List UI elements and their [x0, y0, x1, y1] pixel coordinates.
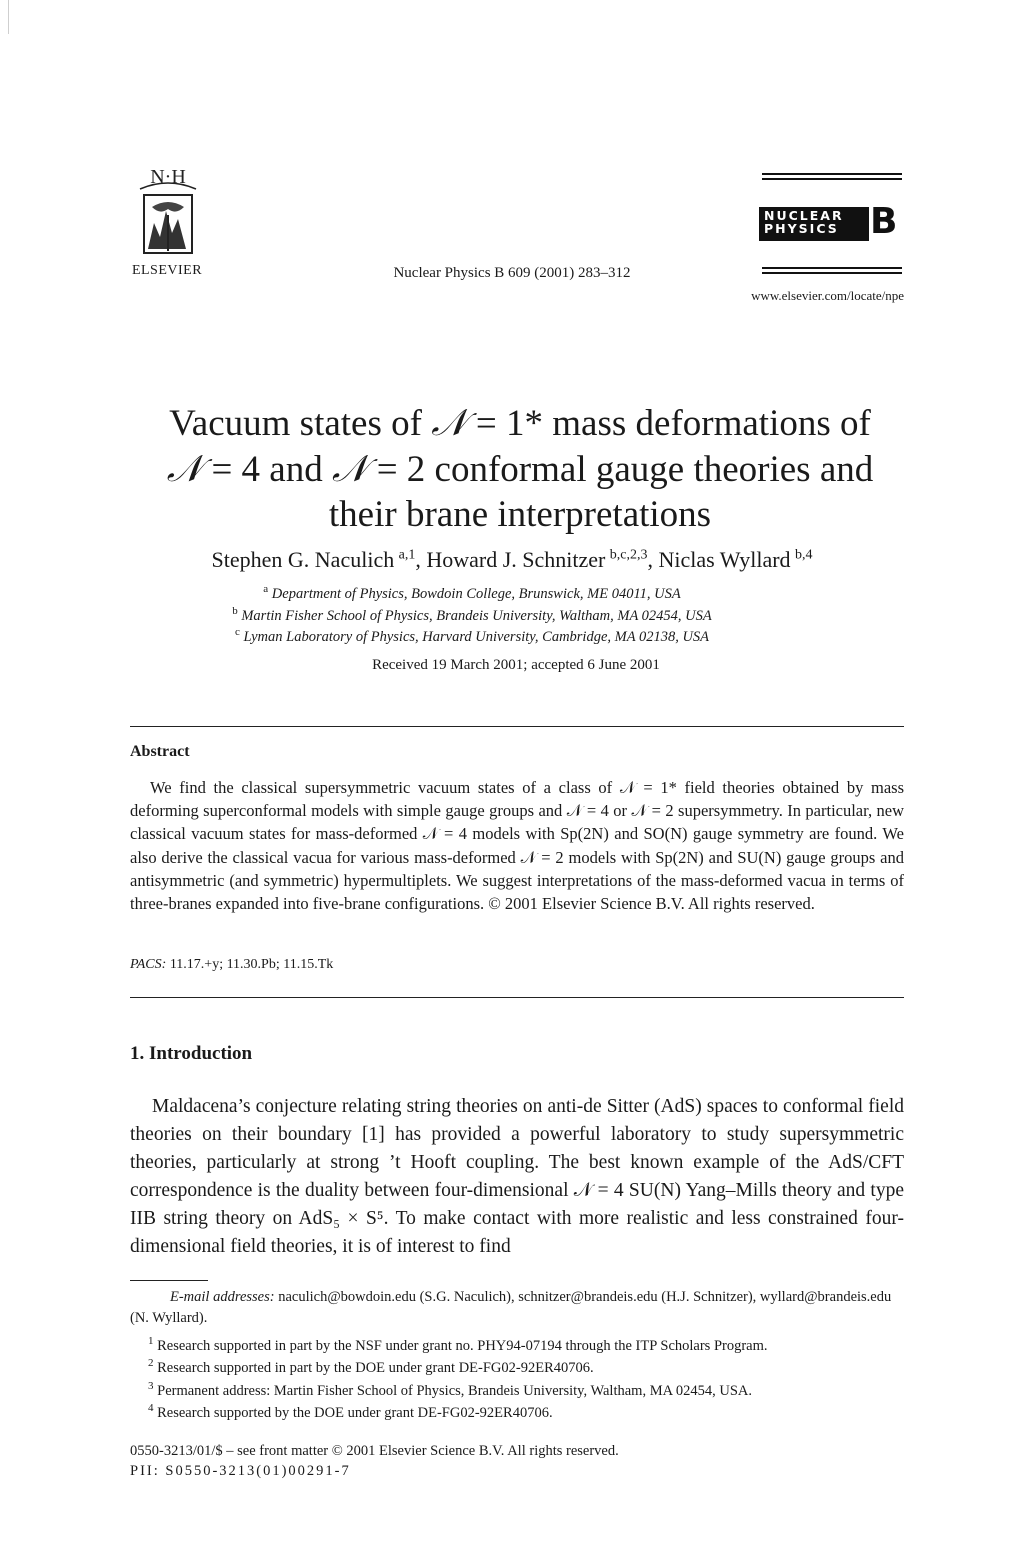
abstract-text: We find the classical supersymmetric vacuum states of a class of 𝒩 = 1* field theories obtained by mass deforming superconformal models with simple gauge groups and 𝒩 = 4 or 𝒩 = 2 supersymmetry. In particular, new classical vacuum states for mass-deformed 𝒩 = 4 models with Sp(2N) and SO(N) gauge symmetry are found. We also derive the classical vacua for various mass-deformed 𝒩 = 2 models with Sp(2N) and SU(N) gauge groups and antisymmetric (and symmetric) hypermultiplets. We suggest interpretations of the mass-deformed vacua in terms of three-branes expanded into five-brane configurations. © 2001 Elsevier Science B.V. All rights reserved.: [130, 778, 904, 914]
footnote-mark: 1: [148, 1335, 154, 1347]
footnote: [148, 1398, 922, 1424]
received-dates: Received 19 March 2001; accepted 6 June 2001: [372, 657, 660, 673]
journal-url[interactable]: www.elsevier.com/locate/npe: [751, 288, 904, 303]
abstract-bottom-rule: [130, 997, 904, 998]
title-text: = 2 conformal gauge theories and: [367, 449, 874, 490]
footnote-mark: 2: [148, 1357, 154, 1369]
section-heading: 1. Introduction: [130, 1043, 253, 1064]
footnote-emails: [130, 1287, 904, 1329]
author-list: Stephen G. Naculich $^{a,1}$, Howard J. Schnitzer $^{b,c,2,3}$, Niclas Wyllard $^{b,4}$: [211, 547, 813, 572]
abstract-heading: Abstract: [130, 743, 190, 760]
issn-copyright: 0550-3213/01/$ – see front matter © 2001 Elsevier Science B.V. All rights reserved.: [130, 1443, 619, 1459]
math-n-symbol: 𝒩: [331, 447, 368, 490]
author-name: Howard J. Schnitzer: [426, 547, 606, 572]
footnote-text: Permanent address: Martin Fisher School of Physics, Brandeis University, Waltham, MA 02454, USA.: [157, 1382, 753, 1399]
title-text: = 1* mass deformations of: [466, 403, 871, 444]
publisher-name: ELSEVIER: [131, 263, 203, 278]
title-text: Vacuum states of: [169, 403, 432, 444]
footnote: [148, 1353, 922, 1379]
abstract-top-rule: [130, 726, 904, 727]
author-name: Stephen G. Naculich: [211, 547, 395, 572]
journal-badge-letter: B: [870, 201, 898, 242]
badge-rule-bottom-2: [762, 272, 902, 274]
email-text: naculich@bowdoin.edu (S.G. Naculich), schnitzer@brandeis.edu (H.J. Schnitzer), wyllard@brandeis.edu (N. Wyllard).: [130, 1289, 892, 1326]
footnote-text: Research supported in part by the DOE under grant DE-FG02-92ER40706.: [157, 1359, 594, 1376]
author-affiliation-mark: a,1: [398, 547, 416, 563]
author-affiliation-mark: b,4: [794, 547, 813, 563]
math-n-symbol: 𝒩: [166, 447, 203, 490]
journal-badge-line1: NUCLEAR: [764, 208, 844, 223]
pacs-label: PACS:: [130, 957, 167, 972]
pacs-values: 11.17.+y; 11.30.Pb; 11.15.Tk: [169, 957, 334, 972]
logo-nh-text: N·H: [150, 166, 186, 188]
title-line-2: [0, 446, 1024, 492]
title-text: = 4 and: [202, 449, 332, 490]
journal-badge-line2: PHYSICS: [764, 221, 839, 236]
journal-badge: [759, 207, 869, 241]
affiliation-mark: b: [232, 605, 238, 617]
affiliation: [0, 583, 944, 603]
author-affiliation-mark: b,c,2,3: [609, 547, 648, 563]
affiliation: [0, 626, 944, 646]
affiliation-text: Martin Fisher School of Physics, Brandeis University, Waltham, MA 02454, USA: [241, 607, 712, 624]
email-label: E-mail addresses:: [170, 1289, 275, 1305]
introduction-text: Maldacena’s conjecture relating string theories on anti-de Sitter (AdS) spaces to conformal field theories on their boundary [1] has provided a powerful laboratory to study supersymmetric theories, particularly at strong ’t Hooft coupling. The best known example of the AdS/CFT correspondence is the duality between four-dimensional 𝒩 = 4 SU(N) Yang–Mills theory and type IIB string theory on AdS₅ × S⁵. To make contact with more realistic and less constrained four-dimensional field theories, it is of interest to find: [130, 1096, 904, 1257]
badge-rule-top: [762, 173, 902, 175]
math-n-symbol: 𝒩: [431, 401, 467, 444]
title-line-3: their brane interpretations: [328, 494, 712, 535]
footnote-rule: [130, 1280, 208, 1281]
footnote-mark: 3: [148, 1380, 154, 1392]
affiliation: [0, 605, 944, 625]
author-name: Niclas Wyllard: [658, 547, 791, 572]
badge-rule-top-2: [762, 178, 902, 180]
title-line-1: [0, 400, 1024, 446]
affiliation-mark: a: [263, 583, 269, 595]
pii-identifier: PII: S0550-3213(01)00291-7: [130, 1463, 351, 1479]
affiliation-text: Lyman Laboratory of Physics, Harvard University, Cambridge, MA 02138, USA: [243, 628, 710, 645]
pacs-codes: [130, 957, 333, 973]
paper-title: [0, 400, 1024, 537]
affiliation-mark: c: [234, 626, 240, 638]
affiliation-text: Department of Physics, Bowdoin College, Brunswick, ME 04011, USA: [271, 585, 681, 602]
footnote-text: Research supported in part by the NSF under grant no. PHY94-07194 through the ITP Scholars Program.: [157, 1337, 768, 1354]
footnote-mark: 4: [148, 1402, 154, 1414]
footnote-text: Research supported by the DOE under grant DE-FG02-92ER40706.: [157, 1404, 553, 1421]
journal-reference: Nuclear Physics B 609 (2001) 283–312: [393, 265, 631, 281]
page-corner-mark: [8, 0, 9, 34]
badge-rule-bottom: [762, 267, 902, 269]
